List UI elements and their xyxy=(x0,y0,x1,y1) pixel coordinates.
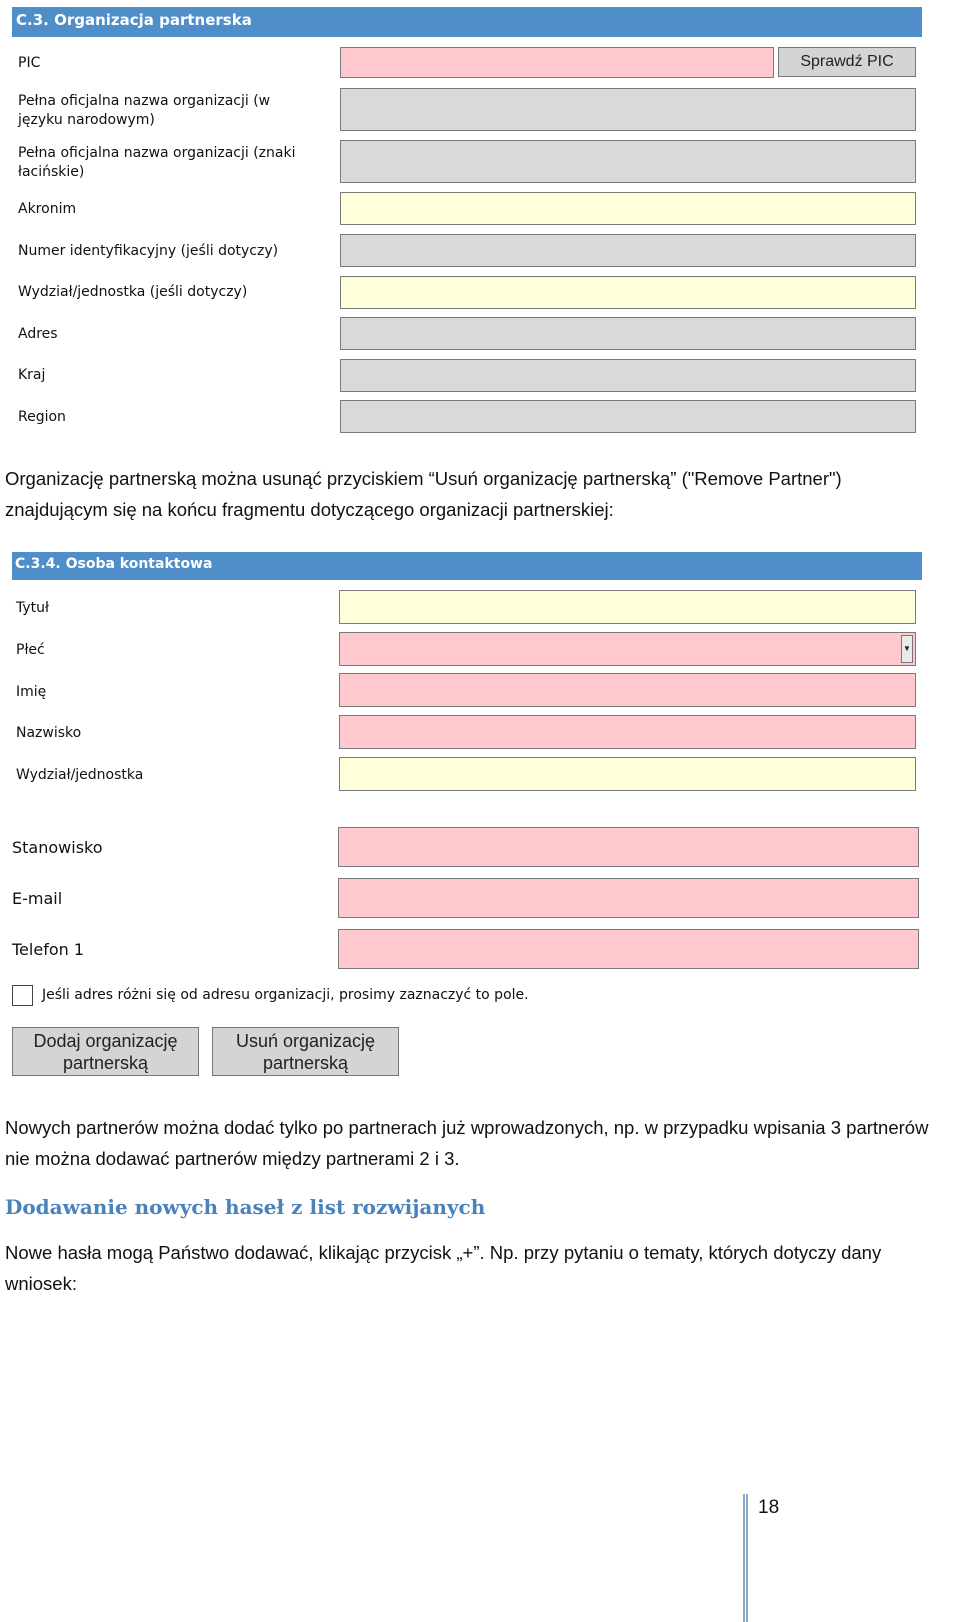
id-number-field xyxy=(340,234,916,267)
add-partner-label-line2: partnerską xyxy=(62,1052,149,1073)
region-field xyxy=(340,400,916,433)
acronym-input[interactable] xyxy=(340,192,916,225)
gender-select[interactable] xyxy=(339,632,916,666)
contact-department-input[interactable] xyxy=(339,757,916,791)
section-heading-dropdown-terms: Dodawanie nowych haseł z list rozwijanych xyxy=(5,1195,486,1219)
label-position: Stanowisko xyxy=(12,838,103,857)
address-field xyxy=(340,317,916,350)
label-email: E-mail xyxy=(12,889,63,908)
label-acronym: Akronim xyxy=(18,201,77,217)
label-last-name: Nazwisko xyxy=(16,725,82,741)
label-full-name-national: Pełna oficjalna nazwa organizacji (w języku narodowym) xyxy=(18,93,271,128)
position-input[interactable] xyxy=(338,827,919,867)
paragraph-new-partners: Nowych partnerów można dodać tylko po partnerach już wprowadzonych, np. w przypadku wpisania 3 partnerów nie można dodawać partnerów między partnerami 2 i 3. xyxy=(5,1117,929,1169)
add-partner-label-line1: Dodaj organizację xyxy=(33,1030,178,1051)
section-header-contact: C.3.4. Osoba kontaktowa xyxy=(12,552,922,580)
department-input[interactable] xyxy=(340,276,916,309)
paragraph-remove-partner: Organizację partnerską można usunąć przyciskiem “Usuń organizację partnerską” ("Remove Partner") znajdującym się na końcu fragmentu dotyczącego organizacji partnerskiej: xyxy=(5,468,842,520)
chevron-down-icon[interactable]: ▼ xyxy=(901,635,913,663)
page-number-divider xyxy=(743,1494,748,1622)
label-contact-department: Wydział/jednostka xyxy=(16,767,144,783)
country-field xyxy=(340,359,916,392)
label-address: Adres xyxy=(18,326,58,342)
page-number: 18 xyxy=(758,1497,780,1518)
label-pic: PIC xyxy=(18,55,41,71)
label-country: Kraj xyxy=(18,367,46,383)
phone-input[interactable] xyxy=(338,929,919,969)
remove-partner-button[interactable] xyxy=(212,1027,399,1076)
title-input[interactable] xyxy=(339,590,916,624)
remove-partner-label-line2: partnerską xyxy=(262,1052,349,1073)
full-name-latin-field xyxy=(340,140,916,183)
label-id-number: Numer identyfikacyjny (jeśli dotyczy) xyxy=(18,243,279,259)
full-name-national-field xyxy=(340,88,916,131)
pic-input[interactable] xyxy=(340,47,774,78)
label-phone: Telefon 1 xyxy=(12,940,85,959)
label-gender: Płeć xyxy=(16,642,45,658)
label-full-name-latin: Pełna oficjalna nazwa organizacji (znaki łacińskie) xyxy=(18,145,296,180)
first-name-input[interactable] xyxy=(339,673,916,707)
add-partner-button[interactable] xyxy=(12,1027,199,1076)
label-title: Tytuł xyxy=(16,600,49,616)
label-region: Region xyxy=(18,409,66,425)
check-pic-button[interactable]: Sprawdź PIC xyxy=(778,47,916,77)
email-input[interactable] xyxy=(338,878,919,918)
remove-partner-label-line1: Usuń organizację xyxy=(235,1030,376,1051)
label-department: Wydział/jednostka (jeśli dotyczy) xyxy=(18,284,248,300)
checkbox-label: Jeśli adres różni się od adresu organizacji, prosimy zaznaczyć to pole. xyxy=(42,987,529,1003)
section-header-organization: C.3. Organizacja partnerska xyxy=(12,7,922,37)
last-name-input[interactable] xyxy=(339,715,916,749)
different-address-checkbox[interactable] xyxy=(12,985,33,1006)
paragraph-add-terms: Nowe hasła mogą Państwo dodawać, klikając przycisk „+”. Np. przy pytaniu o tematy, których dotyczy dany wniosek: xyxy=(5,1242,882,1294)
label-first-name: Imię xyxy=(16,684,47,700)
